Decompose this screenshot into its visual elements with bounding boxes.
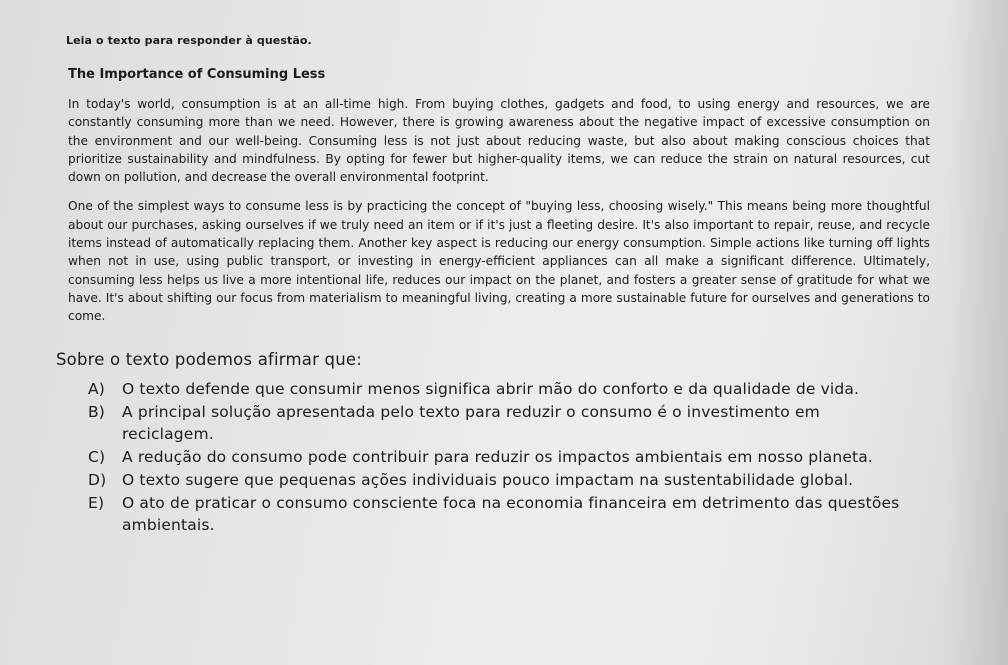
exam-question-sheet — [56, 34, 936, 537]
option-text: O texto defende que consumir menos significa abrir mão do conforto e da qualidade de vida. — [122, 379, 860, 398]
answer-options — [88, 378, 908, 536]
option-c[interactable] — [88, 446, 908, 468]
option-e[interactable] — [88, 492, 908, 536]
option-letter: B) — [88, 402, 105, 421]
article-paragraph-2: One of the simplest ways to consume less is by practicing the concept of "buying less, choosing wisely." This means being more thoughtful about our purchases, asking ourselves if we truly need an item or if it's just a fleeting desire. It's also important to repair, reuse, and recycle items instead of automatically replacing them. Another key aspect is reducing our energy consumption. Simple actions like turning off lights when not in use, using public transport, or investing in energy-efficient appliances can all make a significant difference. Ultimately, consuming less helps us live a more intentional life, reduces our impact on the planet, and fosters a greater sense of gratitude for what we have. It's about shifting our focus from materialism to meaningful living, creating a more sustainable future for ourselves and generations to come. — [68, 199, 930, 324]
option-text: A redução do consumo pode contribuir para reduzir os impactos ambientais em nosso planeta. — [122, 447, 873, 466]
option-letter: E) — [88, 493, 105, 512]
page-edge-shadow — [948, 0, 1008, 665]
reading-passage — [66, 67, 936, 326]
question-prompt: Sobre o texto podemos afirmar que: — [56, 349, 362, 369]
option-letter: C) — [88, 447, 106, 466]
option-letter: A) — [88, 379, 105, 398]
article-paragraph-1: In today's world, consumption is at an all-time high. From buying clothes, gadgets and food, to using energy and resources, we are constantly consuming more than we need. However, there is growing awareness about the negative impact of excessive consumption on the environment and our well-being. Consuming less is not just about reducing waste, but also about making conscious choices that prioritize sustainability and mindfulness. By opting for fewer but higher-quality items, we can reduce the strain on natural resources, cut down on pollution, and decrease the overall environmental footprint. — [68, 97, 930, 185]
article-title: The Importance of Consuming Less — [68, 67, 326, 82]
option-d[interactable] — [88, 469, 908, 491]
option-text: O ato de praticar o consumo consciente foca na economia financeira em detrimento das questões ambientais. — [122, 493, 900, 534]
option-b[interactable] — [88, 401, 908, 445]
option-letter: D) — [88, 470, 107, 489]
option-text: A principal solução apresentada pelo texto para reduzir o consumo é o investimento em reciclagem. — [122, 402, 820, 443]
option-a[interactable] — [88, 378, 908, 400]
option-text: O texto sugere que pequenas ações individuais pouco impactam na sustentabilidade global. — [122, 470, 854, 489]
instruction-text: Leia o texto para responder à questão. — [66, 34, 312, 47]
